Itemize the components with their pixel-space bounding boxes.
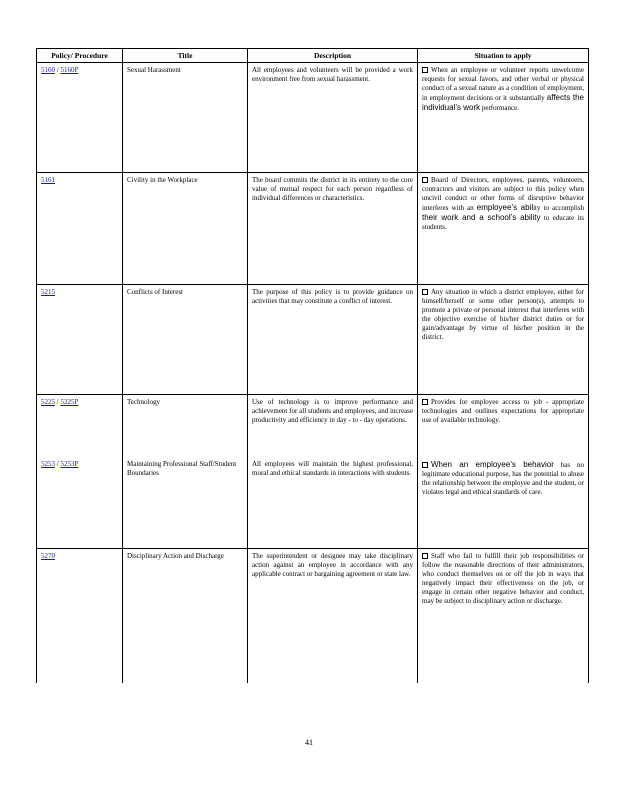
checkbox-bullet-icon (422, 289, 428, 295)
checkbox-bullet-icon (422, 177, 428, 183)
policy-link[interactable]: 5215 (41, 288, 55, 296)
title-cell: Conflicts of Interest (123, 285, 248, 395)
policy-link[interactable]: 5161 (41, 176, 55, 184)
situation-cell: When an employee or volunteer reports unwelcome requests for sexual favors, and other verbal or physical conduct of a sexual nature as a condition of employment, in employment decisions or it substantially affects the individual’s work performance. (418, 63, 589, 173)
policy-cell: 5225 / 5225P (37, 395, 123, 457)
title-cell: Maintaining Professional Staff/Student Boundaries (123, 457, 248, 549)
title-cell: Sexual Harassment (123, 63, 248, 173)
description-cell: All employees will maintain the highest professional, moral and ethical standards in interactions with students. (248, 457, 418, 549)
table-row (37, 549, 589, 683)
procedure-link[interactable]: 5160P (60, 66, 79, 74)
checkbox-bullet-icon (422, 399, 428, 405)
procedure-link[interactable]: 5225P (60, 398, 79, 406)
header-policy: Policy/ Procedure (37, 49, 123, 63)
page-number: 41 (305, 738, 313, 747)
description-cell: All employees and volunteers will be provided a work environment free from sexual harassment. (248, 63, 418, 173)
situation-cell: Any situation in which a district employee, either for himself/herself or some other person(s), attempts to promote a private or personal interest that interferes with the objective exercise of his/her district duties or for gain/advantage by virtue of his/her position in the district. (418, 285, 589, 395)
policy-cell: 5160 / 5160P (37, 63, 123, 173)
checkbox-bullet-icon (422, 67, 428, 73)
description-cell: Use of technology is to improve performance and achievement for all students and employees, and increase productivity and efficiency in day - to - day operations. (248, 395, 418, 457)
table-row (37, 457, 589, 549)
policy-cell: 5253 / 5253P (37, 457, 123, 549)
title-cell: Technology (123, 395, 248, 457)
policy-link[interactable]: 5225 (41, 398, 55, 406)
header-description: Description (248, 49, 418, 63)
policy-cell (37, 173, 123, 285)
table-header-row (37, 49, 589, 63)
description-cell: The purpose of this policy is to provide guidance on activities that may constitute a conflict of interest. (248, 285, 418, 395)
policy-table (36, 48, 589, 683)
title-cell: Disciplinary Action and Discharge (123, 549, 248, 683)
table-row (37, 285, 589, 395)
policy-cell (37, 285, 123, 395)
header-situation: Situation to apply (418, 49, 589, 63)
description-cell: The superintendent or designee may take disciplinary action against an employee in accordance with any applicable contract or bargaining agreement or state law. (248, 549, 418, 683)
checkbox-bullet-icon (422, 553, 428, 559)
table-row (37, 395, 589, 457)
policy-cell (37, 549, 123, 683)
title-cell: Civility in the Workplace (123, 173, 248, 285)
policy-link[interactable]: 5253 (41, 459, 55, 468)
situation-cell: Staff who fail to fulfill their job responsibilities or follow the reasonable directions of their administrators, who conduct themselves on or off the job in ways that negatively impact their effectiveness on the job, or engage in certain other negative behavior and conduct, may be subject to disciplinary action or discharge. (418, 549, 589, 683)
situation-cell: Provides for employee access to job - appropriate technologies and outlines expectations for appropriate use of available technology. (418, 395, 589, 457)
table-row (37, 173, 589, 285)
description-cell: The board commits the district in its entirety to the core value of mutual respect for each person regardless of individual differences or characteristics. (248, 173, 418, 285)
checkbox-bullet-icon (422, 462, 428, 468)
policy-link[interactable]: 5160 (41, 66, 55, 74)
table-row (37, 63, 589, 173)
header-title: Title (123, 49, 248, 63)
procedure-link[interactable]: 5253P (60, 459, 79, 468)
situation-cell: Board of Directors, employees, parents, volunteers, contractors and visitors are subject to this policy when uncivil conduct or other forms of disruptive behavior interferes with an employee’s ability to accomplish their work and a school’s ability to educate its students. (418, 173, 589, 285)
situation-cell: When an employee’s behavior has no legitimate educational purpose, has the potential to abuse the relationship between the employee and the student, or violates legal and ethical standards of care. (418, 457, 589, 549)
policy-link[interactable]: 5270 (41, 552, 55, 560)
